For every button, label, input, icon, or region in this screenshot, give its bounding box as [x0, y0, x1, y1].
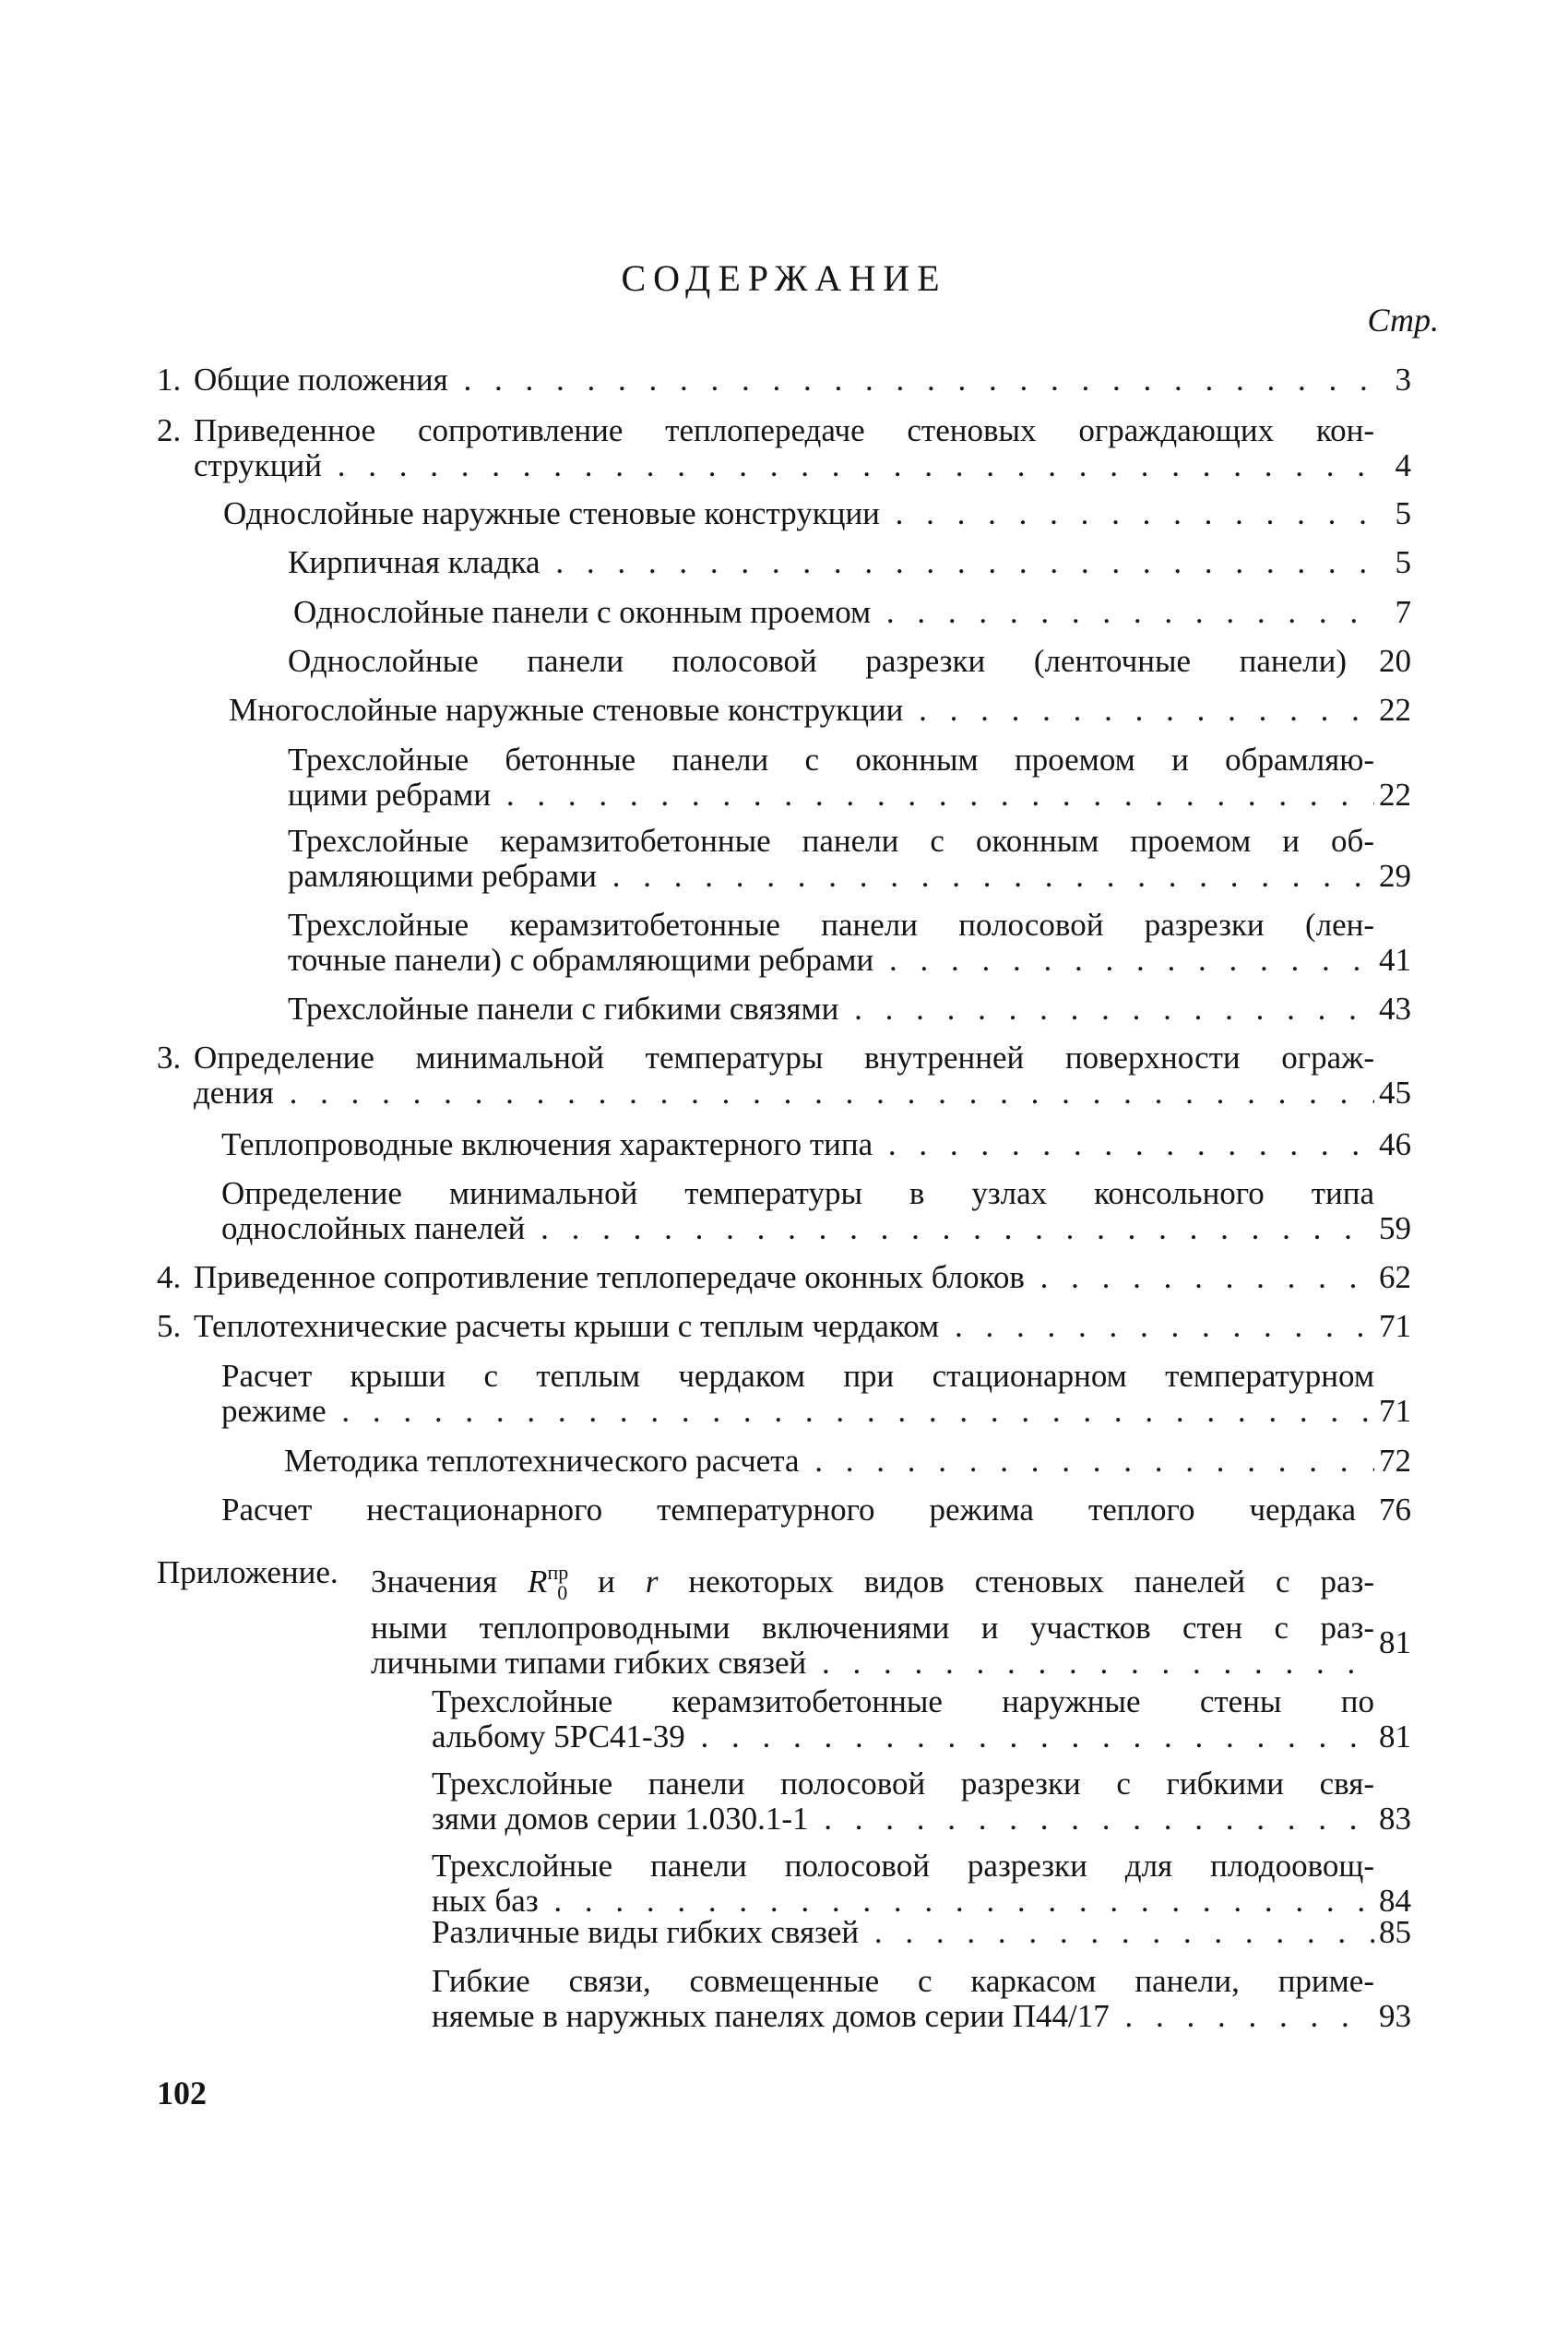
- entry-page: 5: [1395, 495, 1411, 531]
- entry-title-line1: Трехслойные бетонные панели с оконным проемом и обрамляю-: [288, 742, 1374, 778]
- entry-title-line2: дения . . .: [194, 1076, 1374, 1111]
- entry-title-line2: однослойных панелей . . .: [221, 1211, 1374, 1246]
- page-number: 102: [157, 2075, 207, 2111]
- symbol-R-superscript: пр: [547, 1561, 569, 1584]
- page-column-label: Стр.: [1367, 302, 1439, 339]
- entry-page: 71: [1379, 1393, 1411, 1429]
- entry-title-line2: ных баз . . .: [432, 1884, 1374, 1919]
- entry-page: 59: [1379, 1210, 1411, 1246]
- entry-title-line1: Трехслойные керамзитобетонные наружные стены по: [432, 1683, 1374, 1719]
- entry-title-line2: альбому 5РС41-39 . . .: [432, 1719, 1374, 1754]
- entry-page: 93: [1379, 1998, 1411, 2034]
- entry-number: 3.: [157, 1040, 182, 1076]
- entry-title: Методика теплотехнического расчета . . .: [284, 1444, 1374, 1479]
- entry-page: 45: [1379, 1075, 1411, 1111]
- entry-number: 4.: [157, 1259, 182, 1295]
- entry-title-line1: Трехслойные панели полосовой разрезки с гибкими свя-: [432, 1766, 1374, 1802]
- entry-page: 29: [1379, 858, 1411, 894]
- entry-page: 71: [1379, 1308, 1411, 1344]
- entry-title: Приведенное сопротивление теплопередаче оконных блоков . . .: [194, 1260, 1374, 1295]
- appendix-text-a: Значения: [371, 1564, 498, 1600]
- entry-page: 46: [1379, 1126, 1411, 1162]
- entry-page: 62: [1379, 1259, 1411, 1295]
- entry-page: 20: [1379, 643, 1411, 679]
- appendix-label: Приложение.: [157, 1554, 339, 1590]
- entry-number: 5.: [157, 1308, 182, 1344]
- appendix-title-line1: [371, 1555, 1374, 1611]
- toc-title: СОДЕРЖАНИЕ: [621, 257, 947, 299]
- entry-page: 83: [1379, 1801, 1411, 1837]
- symbol-R: R: [528, 1564, 548, 1600]
- symbol-r: r: [645, 1564, 659, 1600]
- entry-number: 2.: [157, 412, 182, 448]
- entry-title: Однослойные панели полосовой разрезки (ленточные панели): [288, 643, 1347, 679]
- entry-title-line1: Приведенное сопротивление теплопередаче стеновых ограждающих кон-: [194, 412, 1374, 448]
- entry-title-line2: зями домов серии 1.030.1-1 . . .: [432, 1802, 1374, 1837]
- entry-page: 81: [1379, 1719, 1411, 1754]
- entry-page: 85: [1379, 1914, 1411, 1950]
- entry-title-line1: Трехслойные панели полосовой разрезки для плодоовощ-: [432, 1848, 1374, 1884]
- entry-page: 43: [1379, 991, 1411, 1027]
- entry-title-line2: точные панели) с обрамляющими ребрами . . .: [288, 943, 1374, 978]
- entry-page: 81: [1379, 1624, 1411, 1660]
- entry-title-line2: няемые в наружных панелях домов серии П44/17 . . .: [432, 1999, 1374, 2034]
- entry-title-line1: Определение минимальной температуры в узлах консольного типа: [221, 1175, 1374, 1211]
- entry-page: 22: [1379, 692, 1411, 728]
- entry-title-line2: щими ребрами . . .: [288, 778, 1374, 813]
- entry-title: Расчет нестационарного температурного режима теплого чердака: [221, 1492, 1356, 1528]
- entry-title-line1: Трехслойные керамзитобетонные панели с оконным проемом и об-: [288, 823, 1374, 859]
- entry-title: Общие положения . . .: [194, 363, 1374, 398]
- entry-title: Трехслойные панели с гибкими связями . . .: [288, 992, 1374, 1027]
- entry-page: 4: [1395, 447, 1411, 483]
- appendix-entry[interactable]: [157, 1554, 1411, 1681]
- entry-page: 41: [1379, 942, 1411, 978]
- entry-title-line1: Гибкие связи, совмещенные с каркасом панели, приме-: [432, 1963, 1374, 1999]
- entry-title: Многослойные наружные стеновые конструкции . . .: [229, 693, 1374, 728]
- entry-page: 22: [1379, 777, 1411, 813]
- entry-title-line1: Трехслойные керамзитобетонные панели полосовой разрезки (лен-: [288, 907, 1374, 943]
- entry-title-line2: струкций . . .: [194, 448, 1374, 483]
- entry-title: Различные виды гибких связей . . .: [432, 1915, 1374, 1950]
- appendix-text-c: некоторых видов стеновых панелей с раз-: [688, 1564, 1374, 1600]
- entry-page: 72: [1379, 1443, 1411, 1479]
- entry-title: Кирпичная кладка . . .: [288, 545, 1374, 580]
- entry-title-line1: Определение минимальной температуры внутренней поверхности ограж-: [194, 1040, 1374, 1076]
- entry-title: Однослойные наружные стеновые конструкции . . .: [223, 496, 1374, 531]
- entry-page: 5: [1395, 544, 1411, 580]
- entry-number: 1.: [157, 362, 182, 398]
- entry-title: Однослойные панели с оконным проемом . . .: [293, 595, 1374, 630]
- entry-title-line2: рамляющими ребрами . . .: [288, 859, 1374, 894]
- symbol-R-subscript: 0: [557, 1581, 568, 1604]
- entry-title: Теплопроводные включения характерного типа . . .: [221, 1127, 1374, 1162]
- appendix-title-line3: личными типами гибких связей . . .: [371, 1646, 1374, 1681]
- entry-page: 3: [1395, 362, 1411, 398]
- entry-title-line2: режиме . . .: [221, 1394, 1374, 1429]
- entry-title-line1: Расчет крыши с теплым чердаком при стационарном температурном: [221, 1358, 1374, 1394]
- appendix-text-b: и: [598, 1564, 615, 1600]
- entry-page: 84: [1379, 1883, 1411, 1919]
- entry-page: 7: [1395, 594, 1411, 630]
- entry-title: Теплотехнические расчеты крыши с теплым чердаком . . .: [194, 1309, 1374, 1344]
- appendix-title-line2: ными теплопроводными включениями и участков стен с раз-: [371, 1610, 1374, 1646]
- entry-page: 76: [1379, 1492, 1411, 1528]
